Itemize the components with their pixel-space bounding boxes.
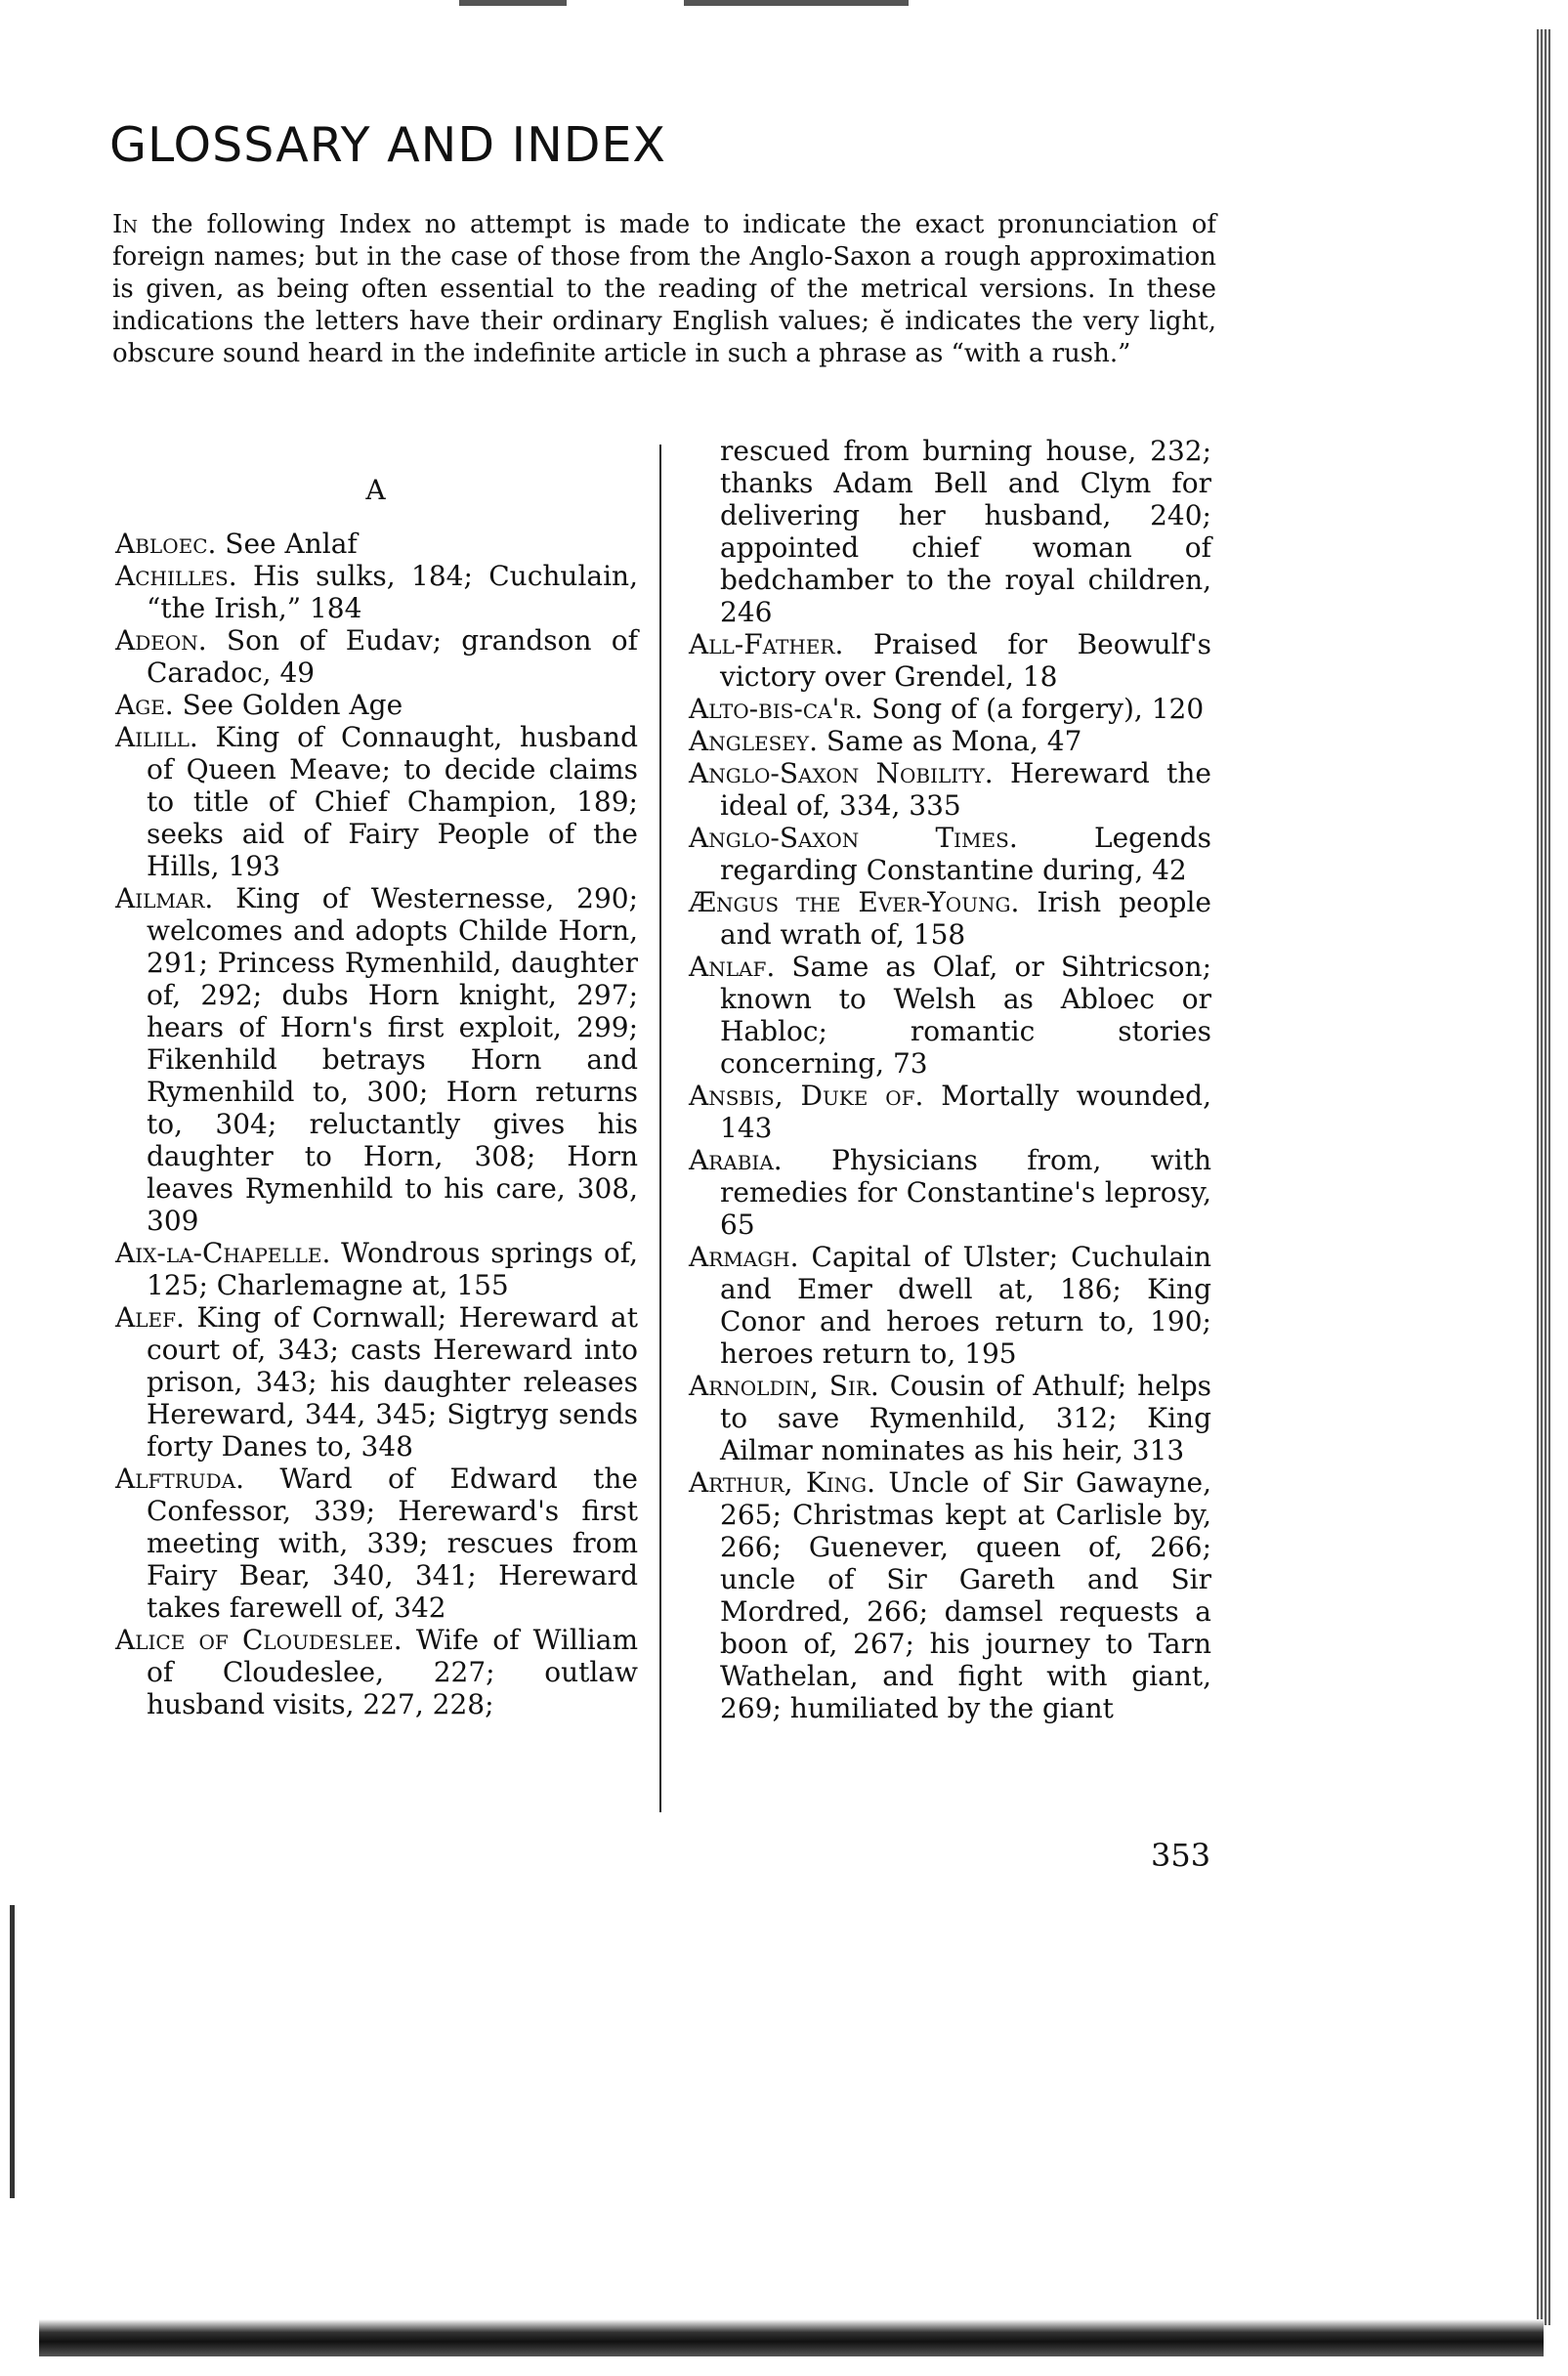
- scan-edge-right: [1537, 29, 1550, 2325]
- entry-text: Same as Olaf, or Sihtricson; known to Welsh as Abloec or Habloc; romantic stories concerning, 73: [720, 951, 1211, 1080]
- scan-artifact-top-left: [459, 0, 567, 6]
- entry-text: See Golden Age: [173, 689, 403, 721]
- entry-headword: Aix-la-Chapelle.: [115, 1237, 331, 1269]
- entry-headword: Anglesey.: [689, 725, 818, 757]
- index-entry: [689, 822, 1211, 886]
- index-entry: [115, 1301, 638, 1463]
- intro-paragraph: [112, 209, 1216, 370]
- entry-headword: Arthur, King.: [689, 1466, 876, 1499]
- entry-headword: Ængus the Ever-Young.: [689, 886, 1020, 918]
- entry-text: Song of (a forgery), 120: [863, 693, 1205, 725]
- entry-text: Ward of Edward the Confessor, 339; Hereward's first meeting with, 339; rescues from Fairy Bear, 340, 341; Hereward takes farewell of, 342: [147, 1463, 638, 1624]
- index-entry: [115, 689, 638, 721]
- entry-headword: Alice of Cloudeslee.: [115, 1624, 403, 1656]
- scan-edge-bottom: [39, 2319, 1544, 2356]
- index-entry: [115, 1624, 638, 1720]
- entry-text: Uncle of Sir Gawayne, 265; Christmas kept at Carlisle by, 266; Guenever, queen of, 266; uncle of Sir Gareth and Sir Mordred, 266; damsel requests a boon of, 267; his journey to Tarn Wathelan, and fight with giant, 269; humiliated by the giant: [720, 1466, 1211, 1724]
- entry-text: Cousin of Athulf; helps to save Rymenhild, 312; King Ailmar nominates as his heir, 313: [720, 1370, 1211, 1466]
- entry-text: King of Cornwall; Hereward at court of, 343; casts Hereward into prison, 343; his daughter releases Hereward, 344, 345; Sigtryg sends forty Danes to, 348: [147, 1301, 638, 1463]
- entry-text: Praised for Beowulf's victory over Grendel, 18: [720, 628, 1211, 693]
- index-entry: [115, 528, 638, 560]
- page-number: 353: [1151, 1837, 1211, 1874]
- index-entry: [689, 951, 1211, 1080]
- section-letter: A: [365, 474, 388, 506]
- index-entry: [115, 721, 638, 882]
- entry-text: See Anlaf: [216, 528, 358, 560]
- index-entry: [689, 1144, 1211, 1241]
- entry-text: Son of Eudav; grandson of Caradoc, 49: [147, 624, 638, 689]
- index-entry: [115, 1463, 638, 1624]
- index-entry: [689, 1370, 1211, 1466]
- page-title: GLOSSARY AND INDEX: [109, 117, 666, 173]
- index-entry: [689, 757, 1211, 822]
- entry-headword: Anglo-Saxon Times.: [689, 822, 1018, 854]
- entry-text: Wondrous springs of, 125; Charlemagne at, 155: [147, 1237, 638, 1301]
- scan-artifact-top-right: [684, 0, 909, 6]
- entry-text: His sulks, 184; Cuchulain, “the Irish,” 184: [147, 560, 638, 624]
- left-column: [115, 435, 638, 1720]
- entry-text: Wife of William of Cloudeslee, 227; outlaw husband visits, 227, 228;: [147, 1624, 638, 1720]
- index-entry: [689, 886, 1211, 951]
- index-entry: [115, 624, 638, 689]
- index-entry: [689, 725, 1211, 757]
- entry-text: Same as Mona, 47: [817, 725, 1082, 757]
- entry-text: Mortally wounded, 143: [720, 1080, 1211, 1144]
- entry-headword: Ailill.: [115, 721, 198, 753]
- entry-headword: Abloec.: [115, 528, 217, 560]
- entry-text: Irish people and wrath of, 158: [720, 886, 1211, 951]
- index-entry: [689, 1466, 1211, 1724]
- entry-headword: Armagh.: [689, 1241, 799, 1273]
- entry-text: Legends regarding Constantine during, 42: [720, 822, 1212, 886]
- entry-headword: Achilles.: [115, 560, 237, 592]
- intro-lead: In: [112, 210, 139, 239]
- index-entry: [689, 1241, 1211, 1370]
- entry-headword: Age.: [115, 689, 174, 721]
- column-divider: [659, 445, 661, 1812]
- entry-headword: Adeon.: [115, 624, 207, 657]
- entry-headword: Ansbis, Duke of.: [689, 1080, 924, 1112]
- entry-headword: Anglo-Saxon Nobility.: [689, 757, 994, 789]
- right-column: [689, 435, 1211, 1724]
- entry-text: Hereward the ideal of, 334, 335: [720, 757, 1211, 822]
- entry-headword: Arabia.: [689, 1144, 783, 1176]
- entry-text: Physicians from, with remedies for Constantine's leprosy, 65: [720, 1144, 1211, 1241]
- entry-continuation: rescued from burning house, 232; thanks Adam Bell and Clym for delivering her husband, 240; appointed chief woman of bedchamber to the royal children, 246: [720, 435, 1211, 628]
- entry-text: Capital of Ulster; Cuchulain and Emer dwell at, 186; King Conor and heroes return to, 190; heroes return to, 195: [720, 1241, 1211, 1370]
- entry-text: King of Westernesse, 290; welcomes and adopts Childe Horn, 291; Princess Rymenhild, daughter of, 292; dubs Horn knight, 297; hears of Horn's first exploit, 299; Fikenhild betrays Horn and Rymenhild to, 300; Horn returns to, 304; reluctantly gives his daughter to Horn, 308; Horn leaves Rymenhild to his care, 308, 309: [147, 882, 638, 1237]
- entry-headword: Alftruda.: [115, 1463, 245, 1495]
- index-entry: [689, 628, 1211, 693]
- intro-text: the following Index no attempt is made to indicate the exact pronunciation of foreign names; but in the case of those from the Anglo-Saxon a rough approximation is given, as being often essential to the reading of the metrical versions. In these indications the letters have their ordinary English values; ĕ indicates the very light, obscure sound heard in the indefinite article in such a phrase as “with a rush.”: [112, 210, 1216, 368]
- entry-headword: Ailmar.: [115, 882, 214, 914]
- entry-headword: Alef.: [115, 1301, 185, 1334]
- entry-headword: Anlaf.: [689, 951, 776, 983]
- entry-headword: Alto-bis-ca'r.: [689, 693, 864, 725]
- entry-headword: All-Father.: [689, 628, 844, 660]
- index-entry: [115, 560, 638, 624]
- scan-edge-left: [10, 1905, 15, 2198]
- index-entry: [689, 1080, 1211, 1144]
- entry-headword: Arnoldin, Sir.: [689, 1370, 879, 1402]
- entry-text: King of Connaught, husband of Queen Meave; to decide claims to title of Chief Champion, 189; seeks aid of Fairy People of the Hills, 193: [147, 721, 638, 882]
- index-entry: [689, 693, 1211, 725]
- index-entry: [115, 1237, 638, 1301]
- index-entry: [115, 882, 638, 1237]
